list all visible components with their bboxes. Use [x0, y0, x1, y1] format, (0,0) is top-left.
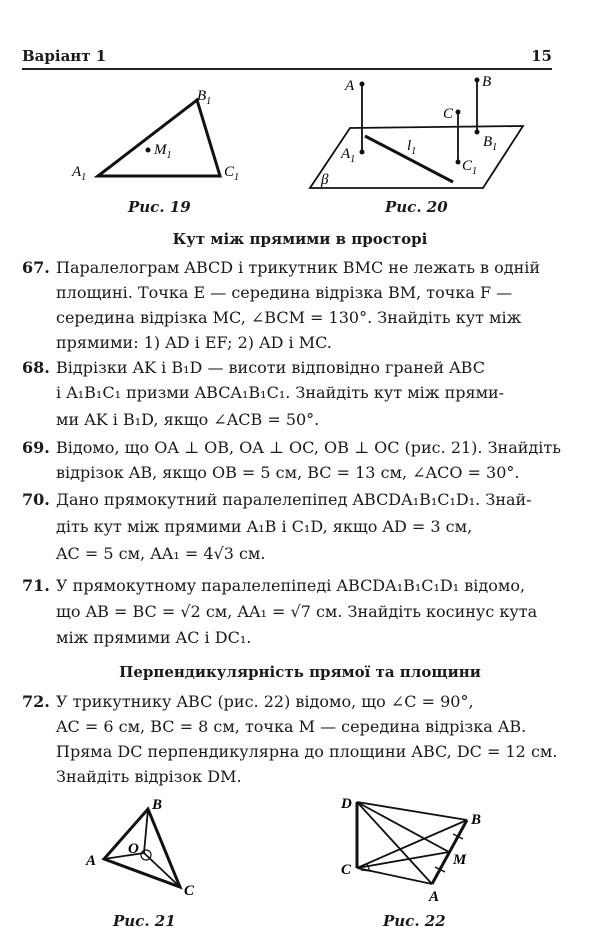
- problem-69: [22, 438, 561, 486]
- page-number: 15: [531, 47, 552, 65]
- problem-number: 71.: [22, 576, 50, 595]
- figure-21: [82, 795, 222, 910]
- point-b: [475, 78, 480, 83]
- problem-70: [22, 490, 552, 570]
- problem-line: площині. Точка E — середина відрізка BM, точка F —: [56, 283, 513, 302]
- problem-line: Пряма DC перпендикулярна до площини ABC, DC = 12 см.: [56, 742, 558, 761]
- label-b: B: [152, 797, 163, 813]
- problem-line: У трикутнику ABC (рис. 22) відомо, що ∠C = 90°,: [56, 692, 474, 711]
- section-title-angle: Кут між прямими в просторі: [172, 230, 428, 248]
- caption-fig22: Рис. 22: [383, 912, 446, 930]
- problem-number: 68.: [22, 358, 50, 377]
- label-c1: $C_1$: [462, 158, 478, 177]
- problem-line: між прямими AC і DC₁.: [56, 628, 252, 647]
- section-title-perpendicularity: Перпендикулярність прямої та площини: [119, 663, 481, 681]
- caption-fig20: Рис. 20: [385, 198, 448, 216]
- label-b1: $B_1$: [483, 134, 498, 153]
- label-a1: $A_1$: [72, 164, 87, 183]
- caption-fig21: Рис. 21: [113, 912, 176, 930]
- problem-line: що AB = BC = √2 см, AA₁ = √7 см. Знайдіть косинус кута: [56, 602, 538, 621]
- problem-line: AC = 5 см, AA₁ = 4√3 см.: [56, 544, 266, 563]
- caption-fig19: Рис. 19: [128, 198, 191, 216]
- problem-line: прямими: 1) AD і EF; 2) AD і MC.: [56, 333, 332, 352]
- problem-68: [22, 358, 552, 430]
- problem-line: відрізок AB, якщо OB = 5 см, BC = 13 см, ∠ACO = 30°.: [56, 463, 520, 482]
- label-beta: β: [321, 172, 329, 188]
- problem-line: AC = 6 см, BC = 8 см, точка M — середина відрізка AB.: [56, 717, 527, 736]
- label-b: B: [482, 74, 492, 90]
- label-m1: $M_1$: [154, 142, 172, 161]
- label-c: C: [341, 862, 352, 878]
- figure-19: [60, 82, 260, 192]
- label-a1: $A_1$: [341, 146, 356, 165]
- segment-ob: [144, 809, 148, 853]
- segment-da: [357, 802, 432, 884]
- triangle-a1b1c1: [98, 100, 220, 176]
- problem-line: Відомо, що OA ⊥ OB, OA ⊥ OC, OB ⊥ OC (рис. 21). Знайдіть: [56, 438, 561, 457]
- label-c: C: [184, 883, 195, 899]
- problem-line: ми AK і B₁D, якщо ∠ACB = 50°.: [56, 410, 320, 429]
- label-d: D: [341, 796, 352, 812]
- label-a: A: [345, 78, 355, 94]
- problem-67: [22, 258, 552, 354]
- label-a: A: [429, 889, 440, 905]
- problem-71: [22, 576, 552, 652]
- point-c1: [456, 160, 461, 165]
- figure-22: [335, 790, 505, 910]
- point-m1: [146, 148, 151, 153]
- segment-cm: [357, 852, 449, 868]
- point-c: [456, 110, 461, 115]
- point-a: [360, 82, 365, 87]
- label-o: O: [128, 841, 139, 857]
- point-b1: [475, 130, 480, 135]
- label-l1: $l_1$: [407, 138, 417, 157]
- problem-line: Паралелограм ABCD і трикутник BMC не лежать в одній: [56, 258, 541, 277]
- problem-number: 69.: [22, 438, 50, 457]
- label-a: A: [86, 853, 97, 869]
- problem-line: Знайдіть відрізок DM.: [56, 767, 242, 786]
- problem-line: Дано прямокутний паралелепіпед ABCDA₁B₁C₁D₁. Знай-: [56, 490, 532, 509]
- label-m: M: [453, 852, 467, 868]
- figure-20: [305, 68, 545, 198]
- problem-line: У прямокутному паралелепіпеді ABCDA₁B₁C₁D₁ відомо,: [56, 576, 526, 595]
- label-b: B: [471, 812, 482, 828]
- page-header: [22, 44, 552, 70]
- problem-number: 70.: [22, 490, 50, 509]
- label-c1: $C_1$: [224, 164, 240, 183]
- label-c: C: [443, 106, 454, 122]
- problem-line: середина відрізка MC, ∠BCM = 130°. Знайдіть кут між: [56, 308, 522, 327]
- problem-number: 72.: [22, 692, 50, 711]
- problem-line: діть кут між прямими A₁B і C₁D, якщо AD = 3 см,: [56, 517, 473, 536]
- problem-number: 67.: [22, 258, 50, 277]
- problem-line: і A₁B₁C₁ призми ABCA₁B₁C₁. Знайдіть кут між прями-: [56, 383, 505, 402]
- point-a1: [360, 150, 365, 155]
- variant-label: Варіант 1: [22, 47, 107, 65]
- problem-line: Відрізки AK і B₁D — висоти відповідно граней ABC: [56, 358, 485, 377]
- label-b1: $B_1$: [197, 88, 212, 107]
- problem-72: [22, 692, 558, 792]
